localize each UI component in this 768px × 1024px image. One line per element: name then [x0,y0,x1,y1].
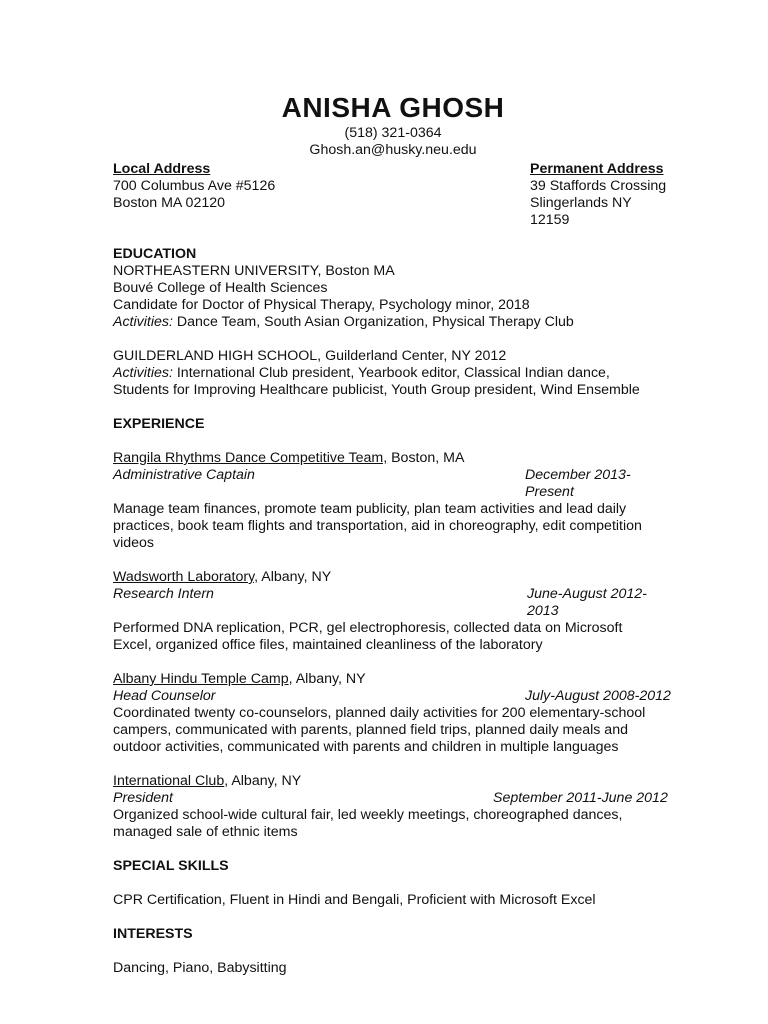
experience-dates: June-August 2012-2013 [527,586,647,619]
experience-role-row [113,688,673,705]
email-address: Ghosh.an@husky.neu.edu [309,142,477,158]
experience-role: Research Intern [113,586,214,602]
school-name: NORTHEASTERN UNIVERSITY, Boston MA [113,263,395,279]
experience-org: Wadsworth Laboratory, [113,569,259,585]
experience-location: Albany, NY [258,569,332,585]
experience-role: President [113,790,173,806]
experience-org-line [113,671,673,688]
activities-label: Activities: [113,314,173,330]
experience-role-row [113,467,673,501]
permanent-address-line2: Slingerlands NY 12159 [530,195,632,228]
local-address-label: Local Address [113,161,211,177]
experience-desc-line: Excel, organized office files, maintained cleanliness of the laboratory [113,637,543,653]
experience-org-line [113,773,673,790]
experience-dates: July-August 2008-2012 [525,688,671,704]
experience-role: Administrative Captain [113,467,255,483]
permanent-address-line1: 39 Staffords Crossing [530,178,667,194]
experience-desc-line: Coordinated twenty co-counselors, planned daily activities for 200 elementary-school [113,705,646,721]
experience-desc-line: managed sale of ethnic items [113,824,298,840]
skills-text: CPR Certification, Fluent in Hindi and Bengali, Proficient with Microsoft Excel [113,892,596,908]
experience-desc-line: videos [113,535,155,551]
permanent-address [530,161,673,229]
experience-desc-line: Manage team finances, promote team publicity, plan team activities and lead daily [113,501,627,517]
experience-dates: December 2013- Present [525,467,631,500]
permanent-address-label: Permanent Address [530,161,664,177]
local-address-line2: Boston MA 02120 [113,195,226,211]
resume-page [113,92,673,977]
school-college: Bouvé College of Health Sciences [113,280,328,296]
experience-role-row [113,790,673,807]
experience-desc-line: Organized school-wide cultural fair, led weekly meetings, choreographed dances, [113,807,623,823]
experience-item [113,569,673,654]
activities-label: Activities: [113,365,173,381]
experience-role: Head Counselor [113,688,216,704]
experience-item [113,671,673,756]
activities-text: International Club president, Yearbook editor, Classical Indian dance, [172,365,610,381]
experience-desc-line: outdoor activities, communicated with parents and children in multiple languages [113,739,619,755]
school-activities [113,365,673,382]
interests-heading: INTERESTS [113,926,193,942]
experience-role-row [113,586,673,620]
experience-location: , Albany, NY [224,773,302,789]
experience-desc-line: practices, book team flights and transportation, aid in choreography, edit competition [113,518,642,534]
school-activities [113,314,673,331]
experience-location: Boston, MA [387,450,465,466]
education-school [113,263,673,331]
school-name: GUILDERLAND HIGH SCHOOL, Guilderland Center, NY 2012 [113,348,507,364]
skills-heading: SPECIAL SKILLS [113,858,229,874]
phone-number: (518) 321-0364 [344,125,442,141]
school-degree: Candidate for Doctor of Physical Therapy, Psychology minor, 2018 [113,297,530,313]
experience-desc-line: campers, communicated with parents, planned field trips, planned daily meals and [113,722,628,738]
address-block [113,161,673,229]
experience-item [113,450,673,552]
experience-item [113,773,673,841]
candidate-name: ANISHA GHOSH [281,92,505,123]
experience-location: , Albany, NY [288,671,366,687]
experience-desc-line: Performed DNA replication, PCR, gel electrophoresis, collected data on Microsoft [113,620,623,636]
interests-text: Dancing, Piano, Babysitting [113,960,287,976]
school-activities-cont: Students for Improving Healthcare publicist, Youth Group president, Wind Ensemble [113,382,640,398]
experience-org: Rangila Rhythms Dance Competitive Team, [113,450,388,466]
experience-org-line [113,569,673,586]
local-address [113,161,275,229]
education-school [113,348,673,399]
experience-org: Albany Hindu Temple Camp [113,671,289,687]
experience-org: International Club [113,773,225,789]
local-address-line1: 700 Columbus Ave #5126 [113,178,276,194]
experience-heading: EXPERIENCE [113,416,205,432]
activities-text: Dance Team, South Asian Organization, Physical Therapy Club [172,314,574,330]
experience-org-line [113,450,673,467]
experience-dates: September 2011-June 2012 [493,790,668,806]
education-heading: EDUCATION [113,246,197,262]
